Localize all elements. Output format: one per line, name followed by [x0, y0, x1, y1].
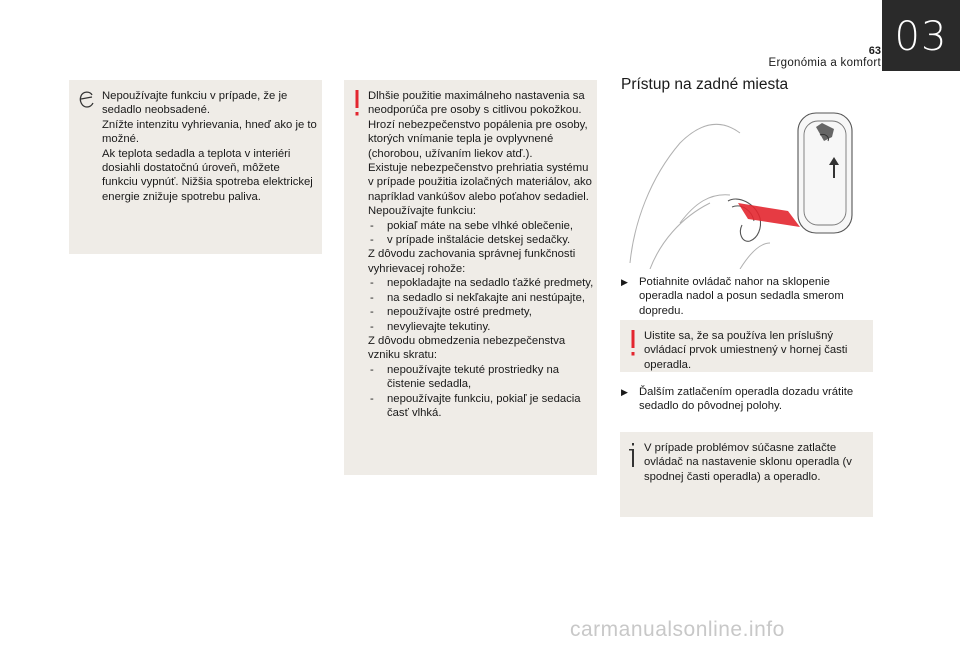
info-line: V prípade problémov súčasne zatlačte ovládač na nastavenie sklonu operadla (v spodnej časti operadla) a operadlo. — [644, 442, 852, 483]
list-item: - na sedadlo si nekľakajte ani nestúpajte, — [368, 291, 594, 305]
warning-line: Hrozí nebezpečenstvo popálenia pre osoby, ktorých vnímanie tepla je ovplyvnené (chorobou, užívaním liekov atď.). — [368, 118, 588, 160]
page-number: 63 — [868, 45, 881, 57]
step-text: Potiahnite ovládač nahor na sklopenie operadla nadol a posun sedadla smerom dopredu. — [639, 276, 844, 317]
exclamation-icon — [627, 328, 639, 358]
step-text: Ďalším zatlačením operadla dozadu vrátite sedadlo do pôvodnej polohy. — [639, 386, 854, 413]
warning-line: Existuje nebezpečenstvo prehriatia systému v prípade použitia izolačných materiálov, ako napríklad vankúšov alebo poťahov sedadiel. — [368, 162, 592, 203]
list-item: - nepokladajte na sedadlo ťažké predmety, — [368, 276, 594, 290]
control-warning-box — [620, 320, 873, 372]
list-item: - v prípade inštalácie detskej sedačky. — [368, 233, 594, 247]
list-item: - nepoužívajte ostré predmety, — [368, 305, 594, 319]
watermark: carmanualsonline.info — [570, 618, 785, 641]
eco-line: Znížte intenzitu vyhrievania, hneď ako je to možné. — [102, 118, 317, 146]
warning-line: Nepoužívajte funkciu: — [368, 205, 477, 218]
chapter-tab: 03 — [882, 0, 960, 71]
list-item: - nevylievajte tekutiny. — [368, 320, 594, 334]
info-icon — [628, 442, 638, 468]
warning-line: Z dôvodu zachovania správnej funkčnosti vyhrievacej rohože: — [368, 248, 576, 275]
list-item: - pokiaľ máte na sebe vlhké oblečenie, — [368, 219, 594, 233]
eco-line: Nepoužívajte funkciu v prípade, že je sedadlo neobsadené. — [102, 90, 288, 117]
warning-line: Dlhšie použitie maximálneho nastavenia sa neodporúča pre osoby s citlivou pokožkou. — [368, 90, 585, 117]
eco-note-box — [69, 80, 322, 254]
warning-line: Z dôvodu obmedzenia nebezpečenstva vzniku skratu: — [368, 334, 566, 362]
eco-line: Ak teplota sedadla a teplota v interiéri dosiahli dostatočnú úroveň, môžete funkciu vypnúť. Nižšia spotreba elektrickej energie znižuje spotrebu paliva. — [102, 147, 313, 203]
list-item: - nepoužívajte tekuté prostriedky na čistenie sedadla, — [368, 363, 594, 392]
list-item: - nepoužívajte funkciu, pokiaľ je sedacia časť vlhká. — [368, 392, 594, 421]
seat-backrest-illustration — [620, 103, 872, 269]
info-note-box — [620, 432, 873, 517]
heating-warning-box — [344, 80, 597, 475]
step-marker-icon: ▶ — [621, 277, 628, 287]
section-title: Ergonómia a komfort — [768, 57, 881, 69]
warning-line: Uistite sa, že sa používa len príslušný ovládací prvok umiestnený v hornej časti operadla. — [644, 330, 848, 371]
section-heading: Prístup na zadné miesta — [621, 76, 789, 93]
exclamation-icon — [351, 88, 363, 118]
step-marker-icon: ▶ — [621, 387, 628, 397]
eco-leaf-icon — [77, 88, 97, 112]
